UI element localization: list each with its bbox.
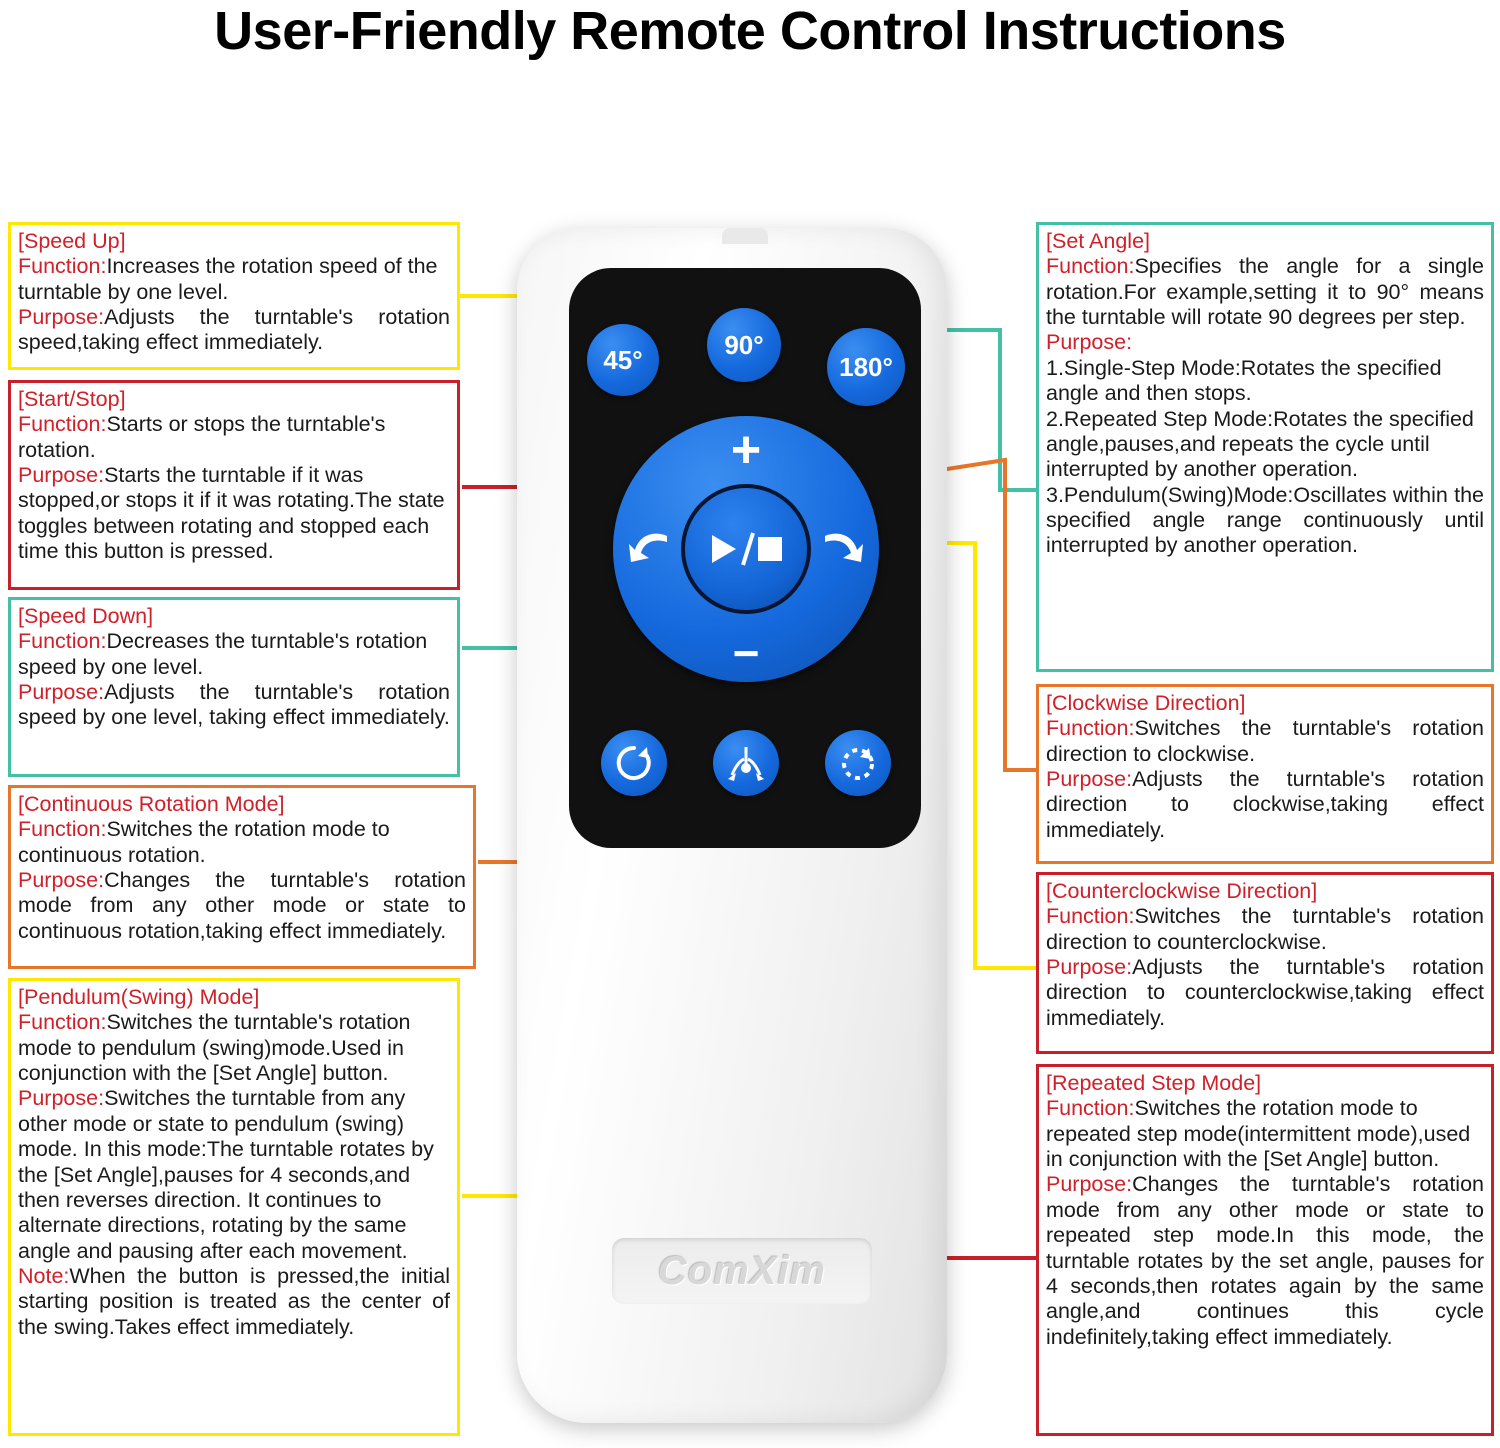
angle-180-button[interactable] [827, 328, 905, 406]
callout-start-stop-function-text: Starts or stops the turntable's rotation. [18, 412, 386, 462]
repeated-step-mode-button[interactable] [825, 730, 891, 796]
callout-set-angle-purpose-3: 3.Pendulum(Swing)Mode:Oscillates within the specified angle range continuously until interrupted by another operation. [1046, 482, 1484, 558]
callout-pendulum-function-text: Switches the turntable's rotation mode to pendulum (swing)mode.Used in conjunction with the [Set Angle] button. [18, 1010, 411, 1086]
callout-set-angle-purpose-2: 2.Repeated Step Mode:Rotates the specified angle,pauses,and repeats the cycle until interrupted by another operation. [1046, 406, 1474, 482]
callout-start-stop-title: [Start/Stop] [18, 387, 126, 411]
callout-continuous-rotation-title: [Continuous Rotation Mode] [18, 792, 285, 816]
start-stop-button[interactable] [681, 484, 811, 614]
callout-counterclockwise [1036, 872, 1494, 1054]
dashed-circular-arrow-icon [838, 743, 878, 783]
callout-continuous-rotation-purpose-text: Changes the turntable's rotation mode from any other mode or state to continuous rotation,taking effect immediately. [18, 868, 466, 943]
callout-pendulum-function-label: Function: [18, 1010, 107, 1035]
callout-speed-down-title: [Speed Down] [18, 604, 154, 628]
callout-counterclockwise-title: [Counterclockwise Direction] [1046, 879, 1318, 903]
callout-clockwise-title: [Clockwise Direction] [1046, 691, 1246, 715]
speed-up-button[interactable]: + [730, 421, 762, 479]
callout-set-angle-purpose-1: 1.Single-Step Mode:Rotates the specified angle and then stops. [1046, 355, 1442, 406]
callout-start-stop-purpose-label: Purpose: [18, 463, 105, 488]
callout-repeated-step-function-text: Switches the rotation mode to repeated step mode(intermittent mode),used in conjunction with the [Set Angle] button. [1046, 1096, 1471, 1172]
callout-start-stop-purpose-text: Starts the turntable if it was stopped,or stops it if it was rotating.The state toggles between rotating and stopped each time this button is pressed. [18, 463, 445, 564]
remote-control-illustration [505, 218, 975, 1430]
callout-speed-down [8, 597, 460, 777]
callout-continuous-rotation [8, 785, 476, 969]
counterclockwise-arrow-icon[interactable] [627, 528, 673, 573]
callout-speed-up [8, 222, 460, 370]
callout-speed-down-function-label: Function: [18, 629, 107, 654]
callout-start-stop-function-label: Function: [18, 412, 107, 437]
angle-90-button[interactable] [707, 308, 781, 382]
callout-repeated-step-title: [Repeated Step Mode] [1046, 1071, 1262, 1095]
callout-speed-down-purpose-text: Adjusts the turntable's rotation speed by one level, taking effect immediately. [18, 680, 450, 730]
callout-pendulum-title: [Pendulum(Swing) Mode] [18, 985, 260, 1009]
pendulum-swing-mode-button[interactable] [713, 730, 779, 796]
speed-down-button[interactable]: − [732, 627, 760, 679]
angle-180-label: 180° [839, 351, 893, 382]
callout-continuous-rotation-function-label: Function: [18, 817, 107, 842]
mode-button-row [569, 720, 921, 816]
callout-set-angle-purpose-label: Purpose: [1046, 330, 1133, 355]
pendulum-icon [724, 743, 768, 783]
angle-45-label: 45° [603, 344, 643, 375]
angle-button-row [569, 300, 921, 396]
callout-speed-down-purpose-label: Purpose: [18, 680, 105, 705]
callout-speed-up-purpose-text: Adjusts the turntable's rotation speed,taking effect immediately. [18, 305, 450, 355]
brand-logo: ComXim [612, 1238, 872, 1304]
callout-counterclockwise-purpose-text: Adjusts the turntable's rotation direction to counterclockwise,taking effect immediately. [1046, 955, 1484, 1030]
remote-shell [517, 228, 947, 1423]
callout-set-angle-function-label: Function: [1046, 254, 1135, 279]
callout-repeated-step [1036, 1064, 1494, 1436]
continuous-rotation-mode-button[interactable] [601, 730, 667, 796]
callout-clockwise [1036, 684, 1494, 864]
callout-speed-up-title: [Speed Up] [18, 229, 126, 253]
callout-repeated-step-purpose-label: Purpose: [1046, 1172, 1133, 1197]
callout-repeated-step-purpose-text: Changes the turntable's rotation mode from any other mode or state to repeated step mode.In this mode, the turntable rotates by the set angle, pauses for 4 seconds,then rotates again by the same angle,and continues this cycle indefinitely,taking effect immediately. [1046, 1172, 1484, 1349]
callout-pendulum-mode [8, 978, 460, 1436]
callout-counterclockwise-function-label: Function: [1046, 904, 1135, 929]
callout-pendulum-note-label: Note: [18, 1263, 70, 1288]
angle-45-button[interactable] [587, 324, 659, 396]
circular-arrow-icon [614, 743, 654, 783]
callout-pendulum-purpose-text: Switches the turntable from any other mode or state to pendulum (swing) mode. In this mode:The turntable rotates by the [Set Angle],pauses for 4 seconds,and then reverses direction. It continues to alternate directions, rotating by the same angle and pausing after each movement. [18, 1086, 434, 1263]
angle-90-label: 90° [724, 329, 764, 360]
callout-continuous-rotation-purpose-label: Purpose: [18, 868, 105, 893]
callout-start-stop [8, 380, 460, 590]
dpad[interactable] [613, 416, 879, 682]
callout-clockwise-function-text: Switches the turntable's rotation direction to clockwise. [1046, 716, 1484, 766]
clockwise-arrow-icon[interactable] [819, 528, 865, 573]
callout-set-angle-title: [Set Angle] [1046, 229, 1150, 253]
callout-continuous-rotation-function-text: Switches the rotation mode to continuous rotation. [18, 817, 390, 867]
callout-clockwise-purpose-label: Purpose: [1046, 767, 1133, 792]
callout-pendulum-note-text: When the button is pressed,the initial starting position is treated as the center of the swing.Takes effect immediately. [18, 1263, 450, 1339]
callout-repeated-step-function-label: Function: [1046, 1096, 1135, 1121]
callout-set-angle-function-text: Specifies the angle for a single rotation.For example,setting it to 90° means the turntable will rotate 90 degrees per step. [1046, 254, 1484, 330]
callout-speed-down-function-text: Decreases the turntable's rotation speed by one level. [18, 629, 428, 679]
remote-ir-nub [722, 228, 768, 244]
callout-clockwise-purpose-text: Adjusts the turntable's rotation direction to clockwise,taking effect immediately. [1046, 767, 1484, 842]
play-stop-icon [706, 529, 786, 569]
callout-counterclockwise-purpose-label: Purpose: [1046, 955, 1133, 980]
page-title: User-Friendly Remote Control Instructions [214, 1, 1286, 61]
callout-pendulum-purpose-label: Purpose: [18, 1086, 105, 1111]
remote-button-panel [569, 268, 921, 848]
callout-speed-up-function-label: Function: [18, 254, 107, 279]
callout-speed-up-purpose-label: Purpose: [18, 305, 105, 330]
callout-set-angle [1036, 222, 1494, 672]
callout-clockwise-function-label: Function: [1046, 716, 1135, 741]
callout-speed-up-function-text: Increases the rotation speed of the turntable by one level. [18, 254, 438, 304]
callout-counterclockwise-function-text: Switches the turntable's rotation direction to counterclockwise. [1046, 904, 1484, 954]
